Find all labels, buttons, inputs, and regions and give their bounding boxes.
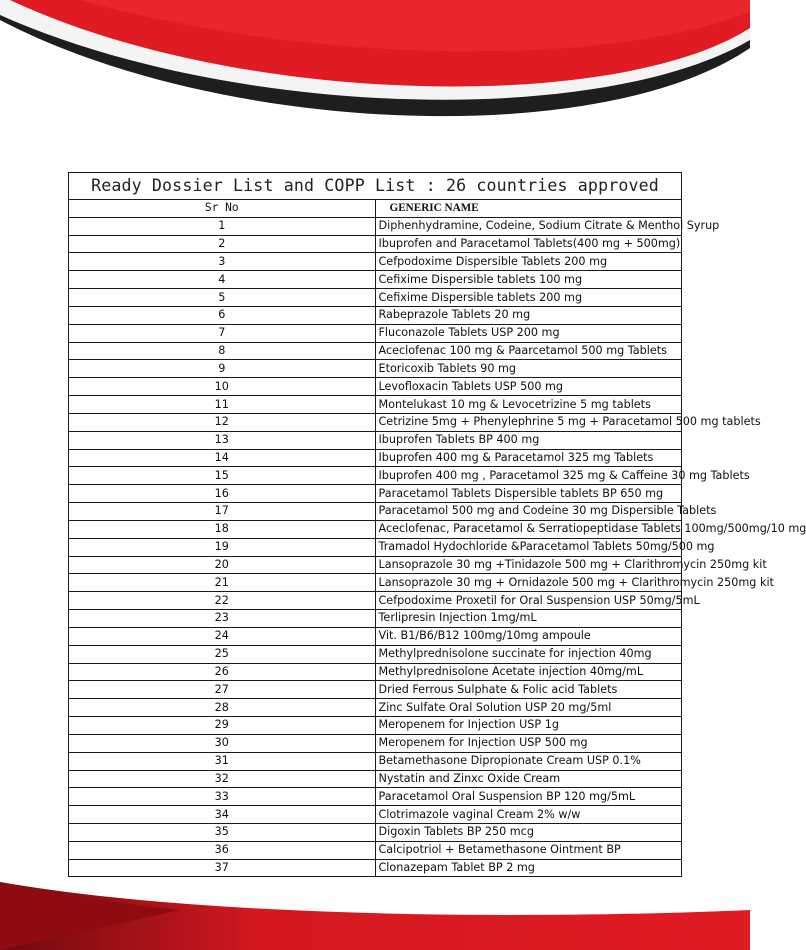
table-row	[69, 360, 682, 378]
table-row	[69, 681, 682, 699]
row-generic-name: Methylprednisolone Acetate injection 40mg/mL	[375, 663, 682, 681]
row-sr-no: 2	[69, 235, 376, 253]
row-sr-no: 21	[69, 574, 376, 592]
row-sr-no: 14	[69, 449, 376, 467]
row-generic-name: Cefixime Dispersible tablets 100 mg	[375, 271, 682, 289]
table-row	[69, 556, 682, 574]
row-generic-name: Paracetamol 500 mg and Codeine 30 mg Dispersible Tablets	[375, 503, 682, 521]
row-generic-name: Ibuprofen 400 mg , Paracetamol 325 mg & Caffeine 30 mg Tablets	[375, 467, 682, 485]
row-sr-no: 17	[69, 503, 376, 521]
row-sr-no: 4	[69, 271, 376, 289]
row-generic-name: Montelukast 10 mg & Levocetrizine 5 mg tablets	[375, 396, 682, 414]
table-row	[69, 806, 682, 824]
table-row	[69, 467, 682, 485]
row-generic-name: Cetrizine 5mg + Phenylephrine 5 mg + Paracetamol 500 mg tablets	[375, 413, 682, 431]
table-row	[69, 235, 682, 253]
row-generic-name: Cefpodoxime Dispersible Tablets 200 mg	[375, 253, 682, 271]
row-generic-name: Fluconazole Tablets USP 200 mg	[375, 324, 682, 342]
row-sr-no: 11	[69, 396, 376, 414]
table-row	[69, 271, 682, 289]
row-sr-no: 7	[69, 324, 376, 342]
dossier-table	[68, 172, 806, 877]
top-banner	[0, 0, 750, 150]
table-row	[69, 645, 682, 663]
row-sr-no: 12	[69, 413, 376, 431]
row-sr-no: 13	[69, 431, 376, 449]
row-generic-name: Meropenem for Injection USP 1g	[375, 717, 682, 735]
row-generic-name: Terlipresin Injection 1mg/mL	[375, 610, 682, 628]
row-generic-name: Etoricoxib Tablets 90 mg	[375, 360, 682, 378]
table-row	[69, 503, 682, 521]
row-sr-no: 5	[69, 289, 376, 307]
table-row	[69, 413, 682, 431]
row-sr-no: 30	[69, 734, 376, 752]
table-title: Ready Dossier List and COPP List : 26 countries approved	[69, 173, 682, 200]
table-row	[69, 485, 682, 503]
row-sr-no: 1	[69, 217, 376, 235]
row-sr-no: 25	[69, 645, 376, 663]
row-generic-name: Cefixime Dispersible tablets 200 mg	[375, 289, 682, 307]
row-generic-name: Digoxin Tablets BP 250 mcg	[375, 823, 682, 841]
table-row	[69, 574, 682, 592]
table-row	[69, 253, 682, 271]
table-row	[69, 699, 682, 717]
table-row	[69, 788, 682, 806]
row-generic-name: Ibuprofen and Paracetamol Tablets(400 mg + 500mg)	[375, 235, 682, 253]
row-generic-name: Calcipotriol + Betamethasone Ointment BP	[375, 841, 682, 859]
table-row	[69, 449, 682, 467]
table-row	[69, 378, 682, 396]
row-sr-no: 35	[69, 823, 376, 841]
row-sr-no: 29	[69, 717, 376, 735]
row-sr-no: 8	[69, 342, 376, 360]
row-generic-name: Aceclofenac 100 mg & Paarcetamol 500 mg Tablets	[375, 342, 682, 360]
row-generic-name: Lansoprazole 30 mg +Tinidazole 500 mg + Clarithromycin 250mg kit	[375, 556, 682, 574]
row-generic-name: Clonazepam Tablet BP 2 mg	[375, 859, 682, 877]
header-sr-no: Sr No	[69, 200, 376, 218]
table-row	[69, 610, 682, 628]
row-sr-no: 6	[69, 306, 376, 324]
row-generic-name: Levofloxacin Tablets USP 500 mg	[375, 378, 682, 396]
row-generic-name: Cefpodoxime Proxetil for Oral Suspension USP 50mg/5mL	[375, 592, 682, 610]
row-generic-name: Rabeprazole Tablets 20 mg	[375, 306, 682, 324]
table-title-row	[69, 173, 682, 200]
row-sr-no: 16	[69, 485, 376, 503]
row-sr-no: 18	[69, 520, 376, 538]
row-generic-name: Aceclofenac, Paracetamol & Serratiopeptidase Tablets 100mg/500mg/10 mg	[375, 520, 682, 538]
table-row	[69, 342, 682, 360]
row-sr-no: 10	[69, 378, 376, 396]
table-row	[69, 717, 682, 735]
row-sr-no: 23	[69, 610, 376, 628]
row-sr-no: 20	[69, 556, 376, 574]
table-row	[69, 217, 682, 235]
row-generic-name: Ibuprofen Tablets BP 400 mg	[375, 431, 682, 449]
row-sr-no: 37	[69, 859, 376, 877]
row-generic-name: Ibuprofen 400 mg & Paracetamol 325 mg Tablets	[375, 449, 682, 467]
table-row	[69, 396, 682, 414]
row-sr-no: 31	[69, 752, 376, 770]
row-sr-no: 27	[69, 681, 376, 699]
row-generic-name: Vit. B1/B6/B12 100mg/10mg ampoule	[375, 627, 682, 645]
row-generic-name: Methylprednisolone succinate for injection 40mg	[375, 645, 682, 663]
header-generic-name: GENERIC NAME	[375, 200, 682, 218]
table-row	[69, 324, 682, 342]
row-generic-name: Nystatin and Zinxc Oxide Cream	[375, 770, 682, 788]
table-row	[69, 823, 682, 841]
row-sr-no: 33	[69, 788, 376, 806]
table-row	[69, 663, 682, 681]
row-sr-no: 3	[69, 253, 376, 271]
row-sr-no: 24	[69, 627, 376, 645]
table-row	[69, 431, 682, 449]
row-sr-no: 15	[69, 467, 376, 485]
table-row	[69, 520, 682, 538]
row-sr-no: 22	[69, 592, 376, 610]
row-generic-name: Lansoprazole 30 mg + Ornidazole 500 mg + Clarithromycin 250mg kit	[375, 574, 682, 592]
row-sr-no: 32	[69, 770, 376, 788]
row-generic-name: Betamethasone Dipropionate Cream USP 0.1%	[375, 752, 682, 770]
row-generic-name: Paracetamol Tablets Dispersible tablets BP 650 mg	[375, 485, 682, 503]
table-row	[69, 734, 682, 752]
row-generic-name: Meropenem for Injection USP 500 mg	[375, 734, 682, 752]
row-generic-name: Clotrimazole vaginal Cream 2% w/w	[375, 806, 682, 824]
row-generic-name: Diphenhydramine, Codeine, Sodium Citrate & Menthol Syrup	[375, 217, 682, 235]
table-row	[69, 770, 682, 788]
table-row	[69, 627, 682, 645]
table-row	[69, 592, 682, 610]
row-generic-name: Zinc Sulfate Oral Solution USP 20 mg/5ml	[375, 699, 682, 717]
row-generic-name: Tramadol Hydochloride &Paracetamol Tablets 50mg/500 mg	[375, 538, 682, 556]
table-row	[69, 306, 682, 324]
table-row	[69, 289, 682, 307]
row-sr-no: 9	[69, 360, 376, 378]
table-row	[69, 538, 682, 556]
table-header-row	[69, 200, 682, 218]
row-generic-name: Dried Ferrous Sulphate & Folic acid Tablets	[375, 681, 682, 699]
table-row	[69, 752, 682, 770]
row-sr-no: 26	[69, 663, 376, 681]
row-generic-name: Paracetamol Oral Suspension BP 120 mg/5mL	[375, 788, 682, 806]
bottom-banner	[0, 872, 750, 950]
row-sr-no: 28	[69, 699, 376, 717]
row-sr-no: 19	[69, 538, 376, 556]
table-row	[69, 841, 682, 859]
row-sr-no: 36	[69, 841, 376, 859]
row-sr-no: 34	[69, 806, 376, 824]
